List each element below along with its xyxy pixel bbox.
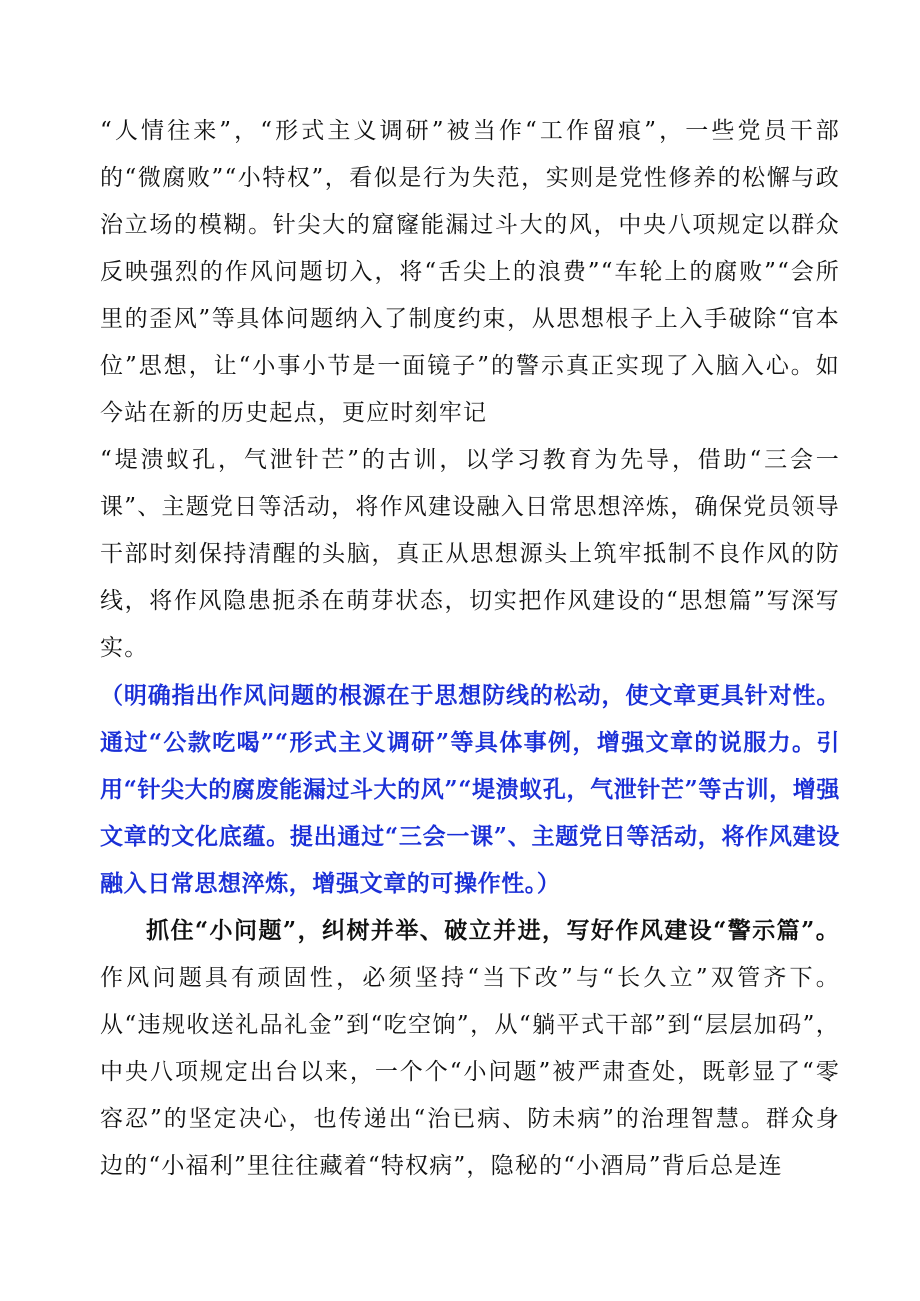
document-page xyxy=(100,108,840,1190)
section-heading: 抓住“小问题”，纠树并举、破立并进，写好作风建设“警示篇”。 xyxy=(146,917,840,944)
paragraph-continuation: “堤溃蚁孔，气泄针芒”的古训，以学习教育为先导，借助“三会一课”、主题党日等活动，将作风建设融入日常思想淬炼，确保党员领导干部时刻保持清醒的头脑，真正从思想源头上筑牢抵制不良作风的防线，将作风隐患扼杀在萌芽状态，切实把作风建设的“思想篇”写深写实。 xyxy=(100,447,840,661)
section-body: 作风问题具有顽固性，必须坚持“当下改”与“长久立”双管齐下。从“违规收送礼品礼金”到“吃空饷”，从“躺平式干部”到“层层加码”，中央八项规定出台以来，一个个“小问题”被严肃查处，既彰显了“零容忍”的坚定决心，也传递出“治已病、防未病”的治理智慧。群众身边的“小福利”里往往藏着“特权病”，隐秘的“小酒局”背后总是连 xyxy=(100,965,840,1179)
paragraph-intro: “人情往来”，“形式主义调研”被当作“工作留痕”，一些党员干部的“微腐败”“小特权”，看似是行为失范，实则是党性修养的松懈与政治立场的模糊。针尖大的窟窿能漏过斗大的风，中央八项规定以群众反映强烈的作风问题切入，将“舌尖上的浪费”“车轮上的腐败”“会所里的歪风”等具体问题纳入了制度约束，从思想根子上入手破除“官本位”思想，让“小事小节是一面镜子”的警示真正实现了入脑入心。如今站在新的历史起点，更应时刻牢记 xyxy=(100,118,840,426)
editor-note: （明确指出作风问题的根源在于思想防线的松动，使文章更具针对性。通过“公款吃喝”“形式主义调研”等具体事例，增强文章的说服力。引用“针尖大的腐废能漏过斗大的风”“堤溃蚁孔，气泄针芒”等古训，增强文章的文化底蕴。提出通过“三会一课”、主题党日等活动，将作风建设融入日常思想淬炼，增强文章的可操作性。） xyxy=(100,682,840,897)
section-paragraph xyxy=(100,907,840,1190)
